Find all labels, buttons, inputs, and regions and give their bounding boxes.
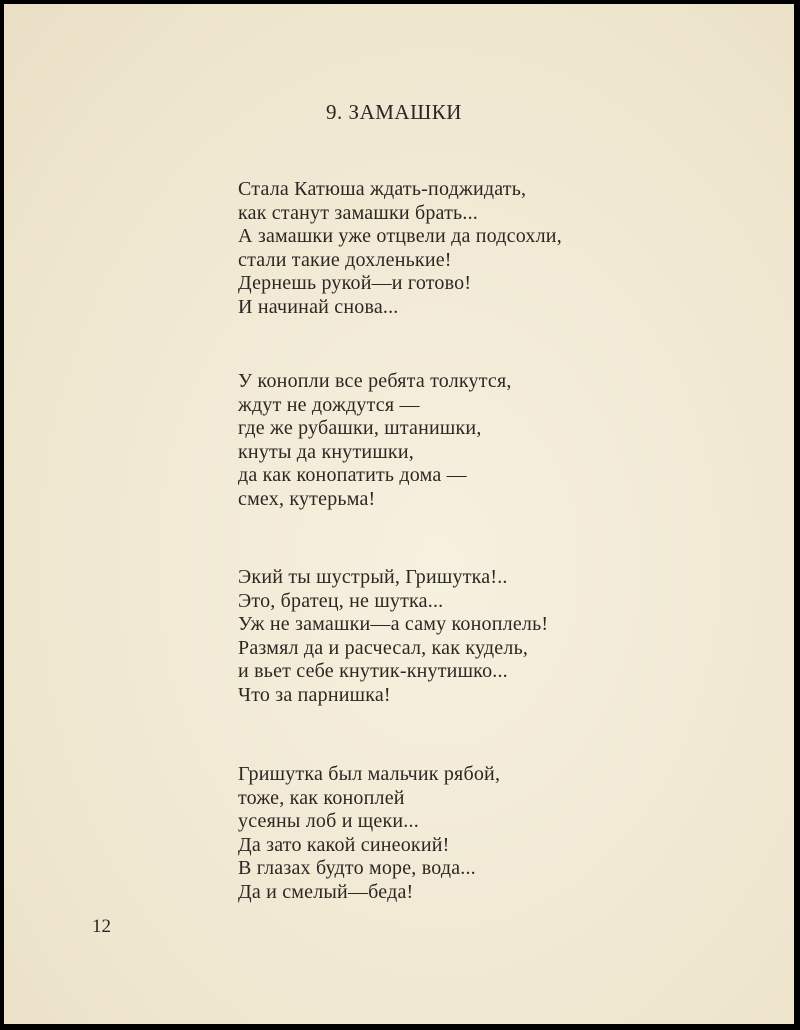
poem-line: И начинай снова...	[238, 295, 399, 318]
poem-line: смех, кутерьма!	[238, 487, 376, 510]
poem-line: тоже, как коноплей	[238, 786, 405, 809]
poem-line: да как конопатить дома —	[238, 464, 467, 486]
poem-line: Уж не замашки—а саму коноплель!	[238, 613, 549, 635]
poem-line: кнуты да кнутишки,	[238, 440, 414, 463]
poem-title: 9. ЗАМАШКИ	[326, 100, 462, 124]
poem-line: У конопли все ребята толкутся,	[238, 370, 512, 392]
page-number: 12	[92, 916, 111, 937]
book-page	[4, 4, 794, 1024]
poem-line: Стала Катюша ждать-поджидать,	[238, 178, 527, 200]
stanza-2	[238, 370, 512, 511]
poem-line: Это, братец, не шутка...	[238, 589, 444, 612]
poem-line: Да и смелый—беда!	[238, 880, 414, 903]
poem-line: усеяны лоб и щеки...	[238, 810, 419, 832]
poem-line: и вьет себе кнутик-кнутишко...	[238, 660, 508, 682]
poem-line: где же рубашки, штанишки,	[238, 417, 482, 439]
poem-line: Гришутка был мальчик рябой,	[238, 763, 501, 785]
poem-line: Экий ты шустрый, Гришутка!..	[238, 566, 508, 588]
poem-line: В глазах будто море, вода...	[238, 857, 476, 879]
poem-line: Да зато какой синеокий!	[238, 833, 450, 856]
poem-line: ждут не дождутся —	[238, 393, 420, 416]
poem-line: стали такие дохленькие!	[238, 248, 452, 271]
poem-line: А замашки уже отцвели да подсохли,	[238, 225, 562, 247]
stanza-4	[238, 763, 500, 904]
stanza-3	[238, 566, 548, 707]
poem-line: Дернешь рукой—и готово!	[238, 272, 472, 294]
poem-line: Что за парнишка!	[238, 683, 391, 706]
poem-line: как станут замашки брать...	[238, 201, 478, 224]
stanza-1	[238, 178, 562, 319]
poem-line: Размял да и расчесал, как кудель,	[238, 636, 529, 659]
